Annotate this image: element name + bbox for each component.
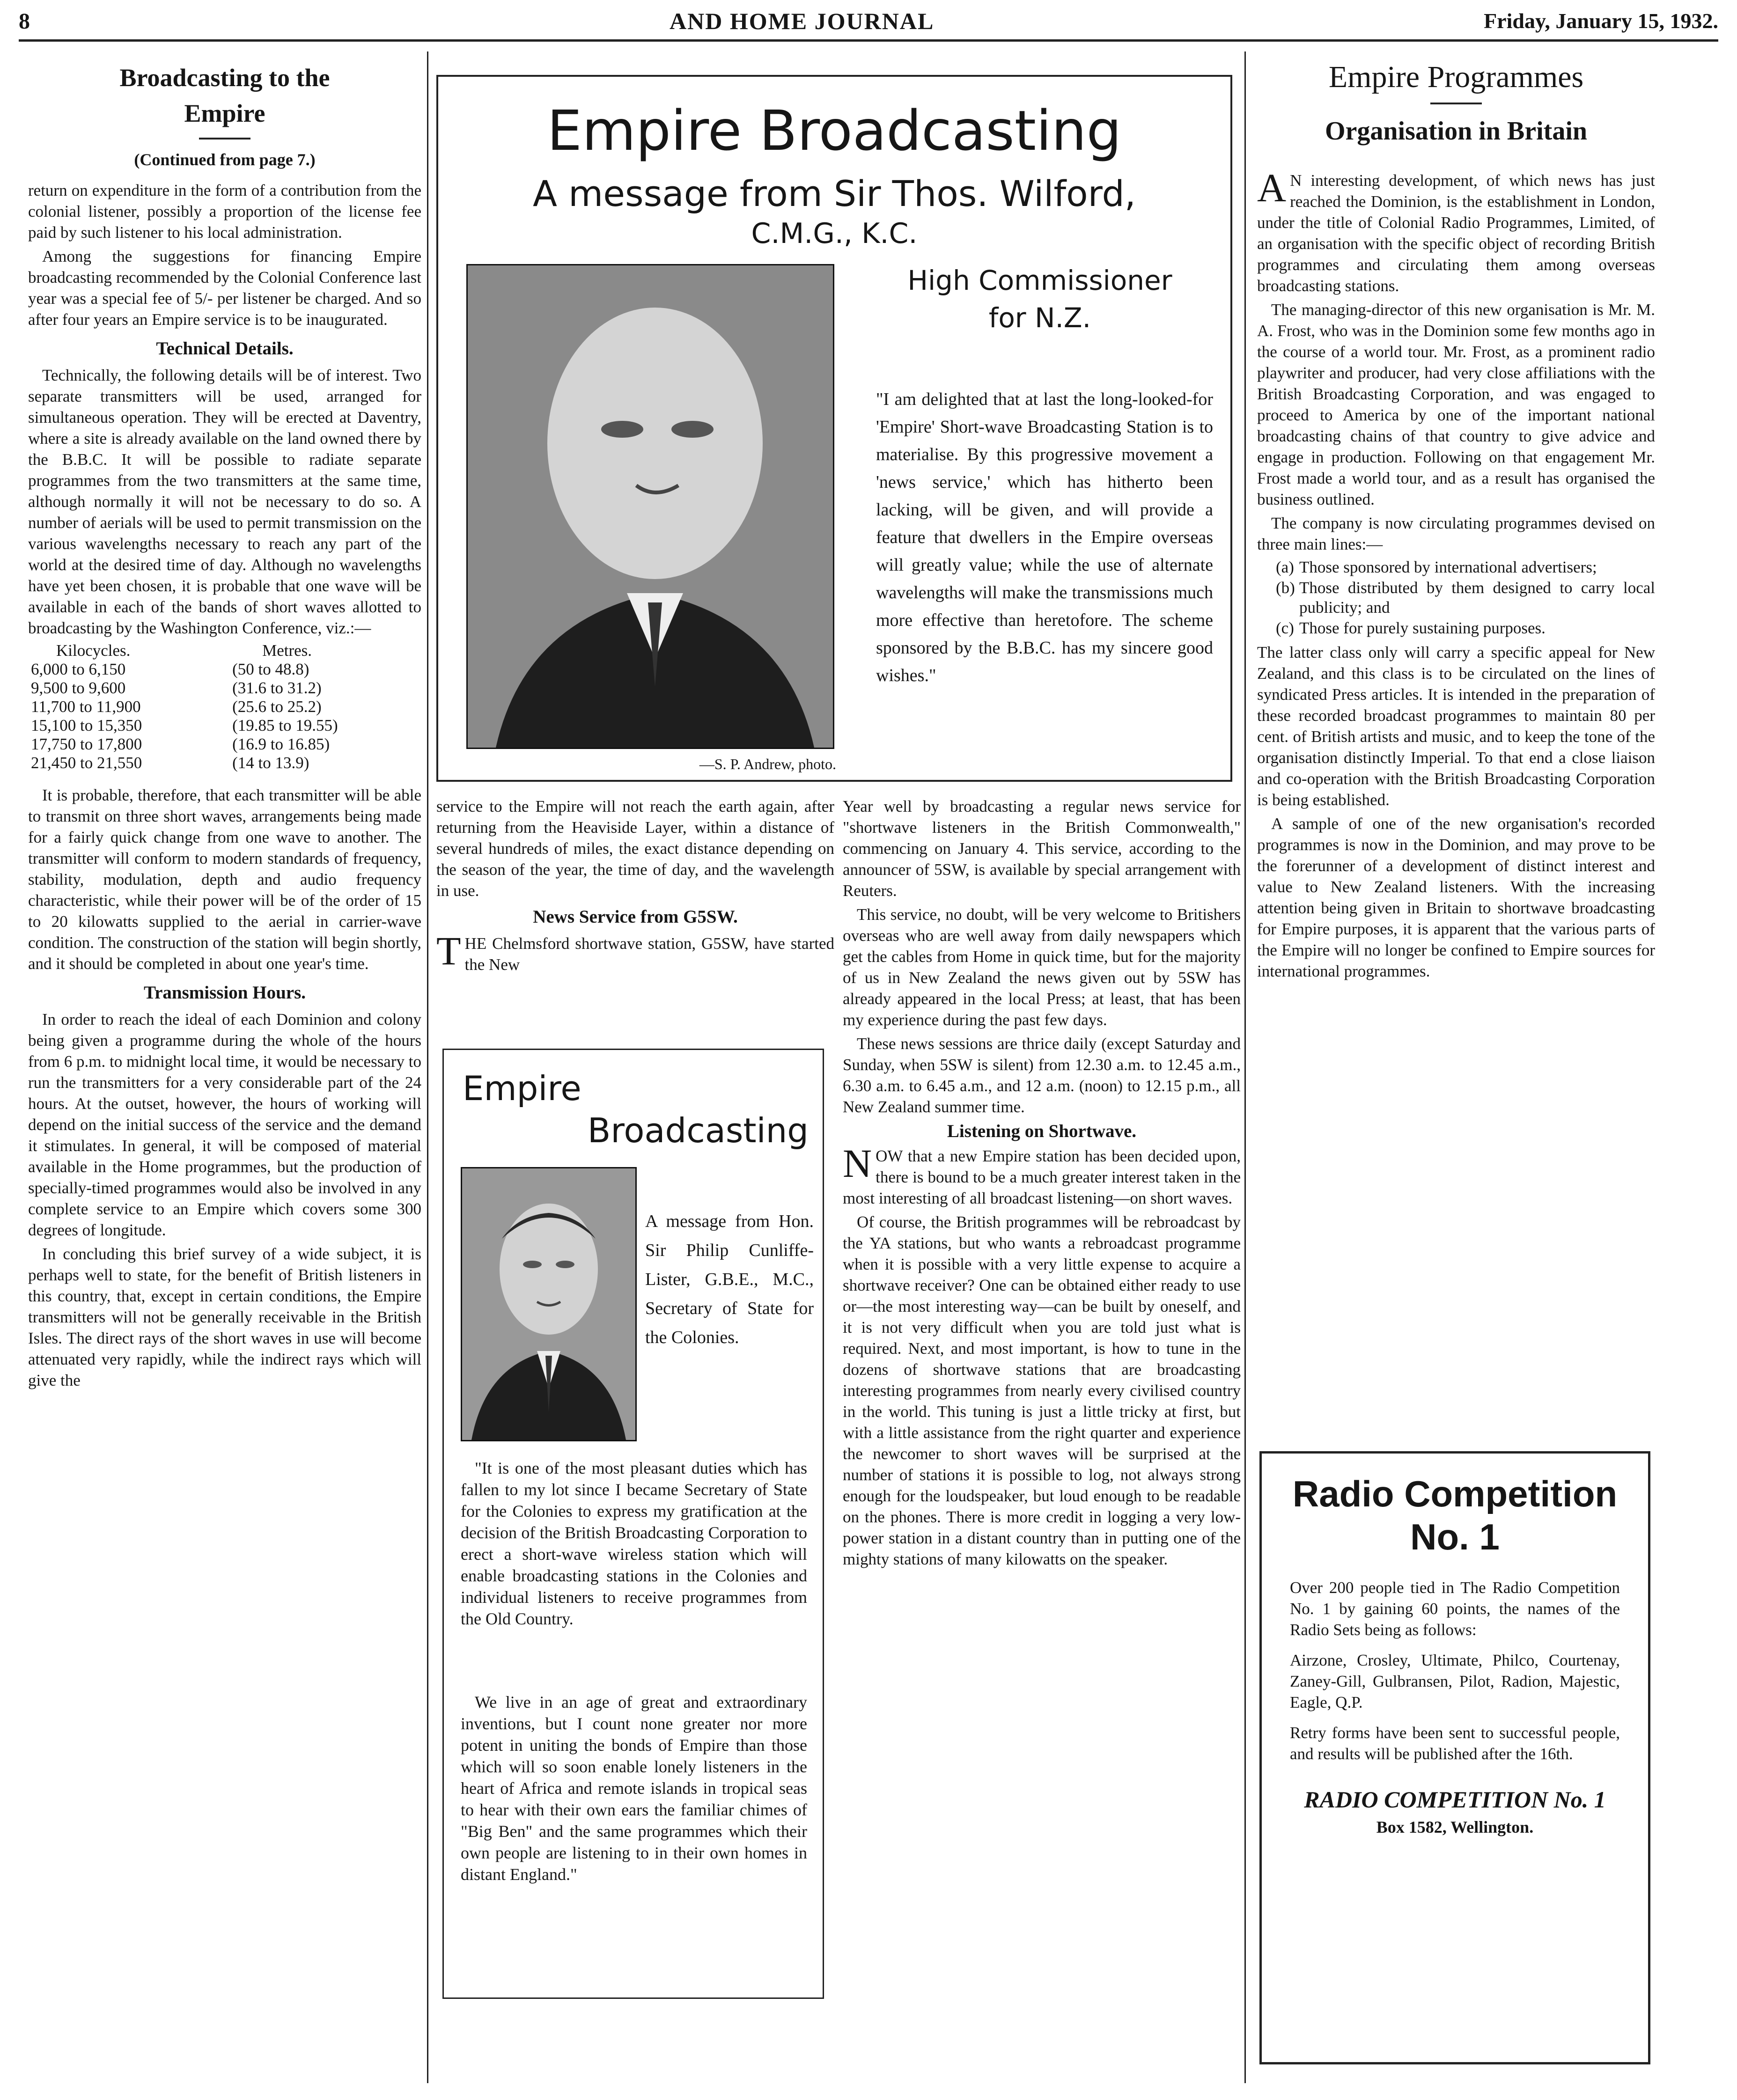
paragraph: The latter class only will carry a specific appeal for New Zealand, and this class is to be circulated on the lines of syndicated Press articles. It is intended in the preparation of these recorded broadcast programmes to maintain 80 per cent. of British artists and music, and to keep the tone of the organisation distinctly Imperial. To that end a close liaison and co-operation with the British Broadcasting Corporation is being established. (1257, 643, 1655, 809)
headline-rule (199, 138, 250, 140)
list-item: (c) Those for purely sustaining purposes. (1276, 619, 1546, 637)
list-item: (b) Those distributed by them designed to carry local publicity; and (1276, 579, 1655, 617)
paragraph: A sample of one of the new organisation's recorded programmes is now in the Dominion, and may prove to be the forerunner of a development of distinct interest and value to New Zealand listeners. With the increasing attention being given in Britain to shortwave broadcasting for Empire purposes, it is apparent that the various parts of the Empire will no longer be confined to Empire sources for international programmes. (1257, 815, 1655, 980)
paragraph: THE Chelmsford shortwave station, G5SW, have started the New (436, 928, 834, 974)
paragraph: The company is now circulating programmes devised on three main lines:— (1257, 514, 1655, 553)
table-row: 15,100 to 15,350 (19.85 to 19.55) (31, 716, 338, 734)
headline-rule (1430, 103, 1482, 104)
box-title: Empire (463, 1069, 581, 1108)
table-header: Metres. (262, 641, 312, 660)
paragraph: A N interesting development, of which news has just reached the Dominion, is the establishment in London, under the title of Colonial Radio Programmes, Limited, of an organisation with the specific object of recording British programmes and circulating them among overseas broadcasting stations. (1257, 165, 1655, 295)
drop-cap: T (436, 928, 461, 973)
article-subheadline: Organisation in Britain (1325, 117, 1588, 146)
paragraph: Year well by broadcasting a regular news service for "shortwave listeners in the British Commonwealth," commencing on January 4. This service, according to the announcer of 5SW, is available by special arrangement with Reuters. (843, 797, 1241, 900)
continued-note: (Continued from page 7.) (134, 150, 316, 169)
paragraph: Over 200 people tied in The Radio Competition No. 1 by gaining 60 points, the names of the Radio Sets being as follows: (1290, 1579, 1620, 1639)
message-text: We live in an age of great and extraordinary inventions, but I count none greater nor more potent in uniting the bonds of Empire than those which will so soon enable lonely listeners in the heart of Africa and remote islands in tropical seas to hear with their own ears the familiar chimes of "Big Ben" and the same programmes which their own people are listening to in their own homes in distant England." (461, 1693, 807, 1884)
page-number: 8 (19, 9, 30, 34)
column-3 (843, 796, 1241, 1572)
paragraph: This service, no doubt, will be very welcome to Britishers overseas who are well away from daily newspapers which get the cables from Home in quick time, but for the majority of us in New Zealand the news given out by 5SW has already appeared in the local Press; at least, that has been my experience during the past few days. (843, 905, 1241, 1029)
paragraph: Among the suggestions for financing Empire broadcasting recommended by the Colonial Conference last year was a special fee of 5/- per listener be charged. And so after four years an Empire service is to be inaugurated. (28, 247, 421, 329)
portrait-photo (466, 264, 834, 749)
table-row: 17,750 to 17,800 (16.9 to 16.85) (31, 735, 330, 753)
wilford-message-box (436, 75, 1232, 782)
column-divider (427, 51, 428, 2083)
subheading: Listening on Shortwave. (947, 1121, 1137, 1141)
paragraph: Airzone, Crosley, Ultimate, Philco, Courtenay, Zaney-Gill, Gulbransen, Pilot, Radion, Majestic, Eagle, Q.P. (1290, 1651, 1620, 1711)
table-row: 11,700 to 11,900 (25.6 to 25.2) (31, 698, 322, 716)
paragraph: The managing-director of this new organisation is Mr. M. A. Frost, who was in the Dominion some few months ago in the course of a world tour. Mr. Frost, as a prominent radio playwriter and producer, had very close affiliations with the British Broadcasting Corporation, and was engaged to proceed to America by one of the important national broadcasting chains of that country to give advice and engage in production. Following on that engagement Mr. Frost made a world tour, and as a result has organised the business outlined. (1257, 301, 1655, 508)
table-header: Kilocycles. (56, 641, 131, 660)
paragraph: Of course, the British programmes will be rebroadcast by the YA stations, but who wants a rebroadcast programme when it is possible with a very little expense to acquire a shortwave receiver? One can be obtained either ready to use or—the most interesting way—can be built by oneself, and it is not very difficult when you are told just what is required. Next, and most important, is how to tune in the dozens of shortwave stations that are broadcasting interesting programmes from nearly every civilised country in the world. This tuning is just a little tricky at first, but with a little assistance from the right quarter and experience the newcomer to short waves will be surprised at the number of stations it is possible to log, not always strong enough for the loudspeaker, but loud enough to be readable on the phones. There is more credit in logging a very low-power station in a distant country than in putting one of the mighty stations of many kilowatts on the speaker. (843, 1213, 1241, 1568)
paragraph: return on expenditure in the form of a contribution from the colonial listener, possibly a proportion of the license fee paid by such listener to his local administration. (28, 181, 421, 242)
paragraph: service to the Empire will not reach the earth again, after returning from the Heaviside Layer, within a distance of several hundreds of miles, the exact distance depending on the season of the year, the time of day, and the wavelength in use. (436, 797, 834, 900)
paragraph: These news sessions are thrice daily (except Saturday and Sunday, when 5SW is silent) from 12.30 a.m. to 12.45 a.m., 6.30 a.m. to 6.45 a.m., and 12 a.m. (noon) to 12.15 p.m., all New Zealand summer time. (843, 1035, 1241, 1116)
column-1 (28, 56, 421, 1394)
drop-cap: N (843, 1141, 872, 1186)
frequency-table (28, 641, 421, 772)
role-line: for N.Z. (988, 302, 1091, 334)
box-title: Broadcasting (587, 1111, 809, 1150)
table-row: 9,500 to 9,600 (31.6 to 31.2) (31, 679, 322, 697)
article-headline: Broadcasting to the Empire (119, 64, 330, 127)
subheading: Technical Details. (156, 338, 294, 359)
masthead-date: Friday, January 15, 1932. (1484, 9, 1718, 33)
column-4 (1257, 59, 1655, 984)
competition-footer: RADIO COMPETITION No. 1 (1304, 1786, 1606, 1813)
message-text: "I am delighted that at last the long-looked-for 'Empire' Short-wave Broadcasting Station is to materialise. By this progressive movement a 'news service,' which has hitherto been lacking, will be given, and will provide a feature that dwellers in the Empire overseas will greatly value; while the use of alternate wavelengths will make the transmissions much more effective than heretofore. The scheme sponsored by the B.B.C. has my sincere good wishes." (876, 389, 1213, 685)
paragraph: Retry forms have been sent to successful people, and results will be published after the 16th. (1290, 1724, 1620, 1763)
table-row: 21,450 to 21,550 (14 to 13.9) (31, 754, 309, 772)
drop-cap: A (1257, 165, 1287, 210)
list-item: (a) Those sponsored by international advertisers; (1276, 558, 1597, 576)
masthead-rule (19, 39, 1718, 42)
masthead (19, 6, 1718, 38)
article-headline: Empire Programmes (1328, 60, 1584, 94)
radio-competition-box (1259, 1451, 1650, 2064)
competition-address: Box 1582, Wellington. (1376, 1818, 1534, 1836)
paragraph: In order to reach the ideal of each Dominion and colony being given a programme during the whole of the hours from 6 p.m. to midnight local time, it would be necessary to run the transmitters for a very considerable part of the 24 hours. At the outset, however, the hours of working will depend on the initial success of the service and the demand it stimulates. In general, it will be composed of material available in the Home programmes, but the production of specially-timed programmes would also be involved in any complete service to an Empire which covers some 300 degrees of longitude. (28, 1010, 421, 1239)
paragraph: It is probable, therefore, that each transmitter will be able to transmit on three short waves, arrangements being made for a fairly quick change from one wave to another. The transmitter will conform to modern standards of frequency, stability, modulation, depth and audio frequency characteristic, while their power will be of the order of 15 to 20 kilowatts supplied to the aerial in carrier-wave condition. The construction of the station will begin shortly, and it should be completed in about one year's time. (28, 786, 421, 973)
cunliffe-message-box (442, 1049, 824, 1999)
message-intro: A message from Hon. Sir Philip Cunliffe-Lister, G.B.E., M.C., Secretary of State for the Colonies. (645, 1212, 814, 1347)
subheading: News Service from G5SW. (533, 907, 738, 927)
portrait-photo (461, 1167, 637, 1441)
portrait-illustration (462, 1168, 635, 1440)
portrait-illustration (468, 265, 833, 748)
programme-lines-list (1257, 558, 1655, 638)
subheading: Transmission Hours. (143, 983, 306, 1003)
paragraph: In concluding this brief survey of a wide subject, it is perhaps well to state, for the benefit of British listeners in this country, that, except in certain conditions, the Empire transmitters will not be generally receivable in the British Isles. The direct rays of the short waves in use will become attenuated very rapidly, while the indirect rays which will give the (28, 1245, 421, 1389)
role-line: High Commissioner (907, 264, 1172, 296)
table-row: 6,000 to 6,150 (50 to 48.8) (31, 660, 309, 678)
column-divider (1244, 51, 1246, 2083)
masthead-title: AND HOME JOURNAL (670, 8, 935, 34)
competition-title: Radio Competition (1292, 1473, 1618, 1514)
column-2-text (436, 796, 834, 978)
box-subtitle: A message from Sir Thos. Wilford, (533, 173, 1136, 214)
photo-credit: —S. P. Andrew, photo. (699, 756, 836, 772)
box-title: Empire Broadcasting (547, 98, 1122, 163)
paragraph: NOW that a new Empire station has been decided upon, there is bound to be a much greater interest taken in the most interesting of all broadcast listening—on short waves. (843, 1141, 1241, 1207)
competition-title: No. 1 (1410, 1516, 1500, 1557)
message-text: "It is one of the most pleasant duties which has fallen to my lot since I became Secretary of State for the Colonies to express my gratification at the decision of the British Broadcasting Corporation to erect a short-wave wireless station which will enable broadcasting stations in the Colonies and individual listeners to receive programmes from the Old Country. (461, 1459, 807, 1628)
paragraph: Technically, the following details will be of interest. Two separate transmitters will be used, arranged for simultaneous operation. They will be erected at Daventry, where a site is already available on the land owned there by the B.B.C. It will be possible to radiate separate programmes from the two transmitters at the same time, although normally it will not be necessary to do so. A number of aerials will be used to permit transmission on the various wavelengths necessary to reach any part of the world at the desired time of day. Although no wavelengths have yet been chosen, it is probable that one wave will be available in each of the bands of short waves allotted to broadcasting by the Washington Conference, viz.:— (28, 366, 421, 637)
honours: C.M.G., K.C. (751, 217, 918, 250)
